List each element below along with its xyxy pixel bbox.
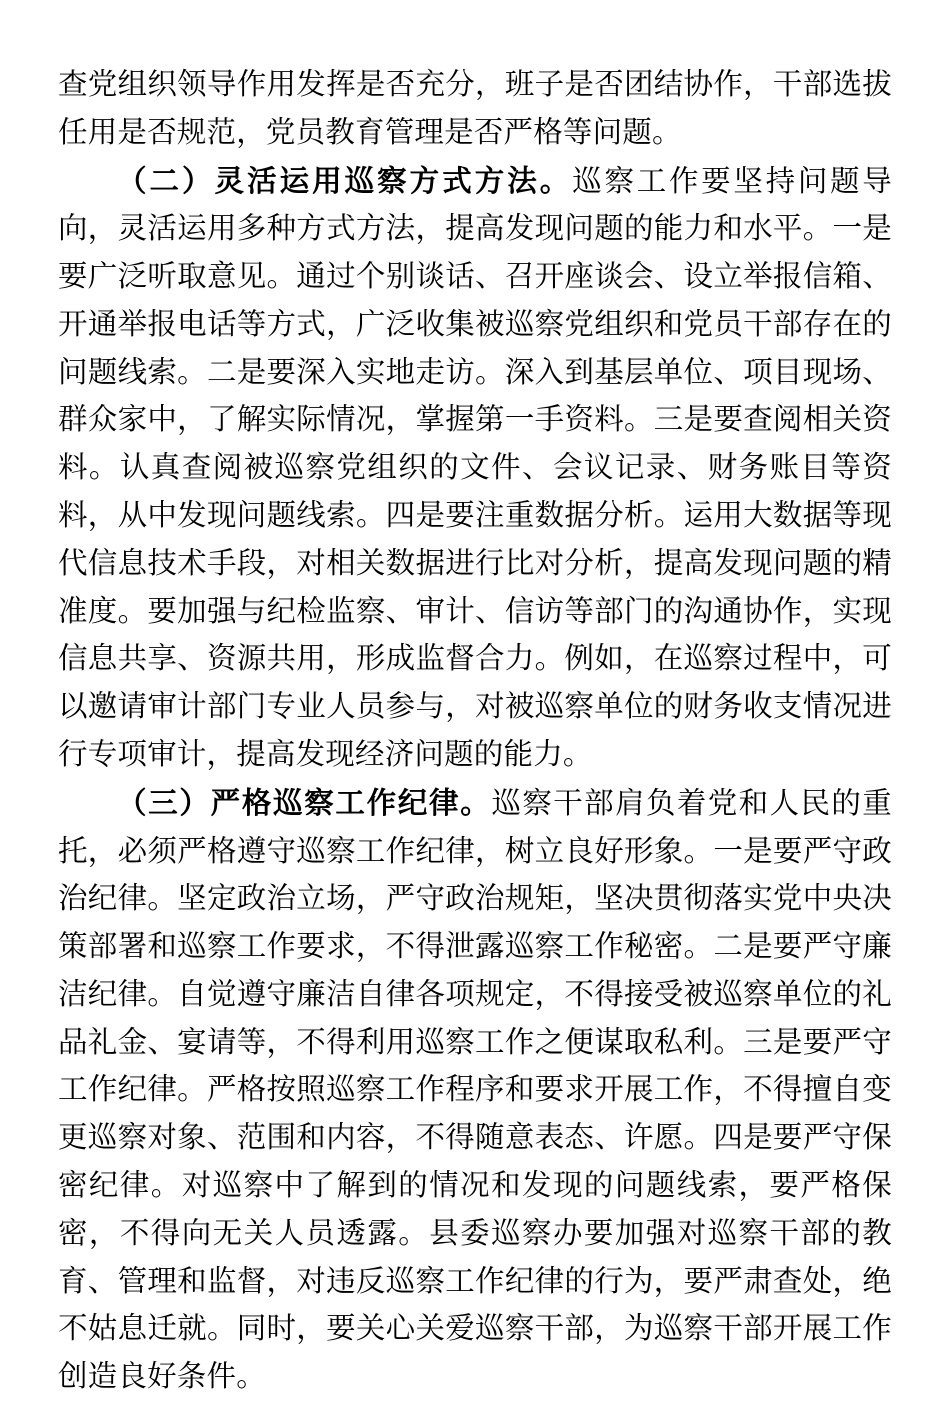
paragraph-text: 巡察工作要坚持问题导向，灵活运用多种方式方法，提高发现问题的能力和水平。一是要广泛听取意见。通过个别谈话、召开座谈会、设立举报信箱、开通举报电话等方式，广泛收集被巡察党组织和党员干部存在的问题线索。二是要深入实地走访。深入到基层单位、项目现场、群众家中，了解实际情况，掌握第一手资料。三是要查阅相关资料。认真查阅被巡察党组织的文件、会议记录、财务账目等资料，从中发现问题线索。四是要注重数据分析。运用大数据等现代信息技术手段，对相关数据进行比对分析，提高发现问题的精准度。要加强与纪检监察、审计、信访等部门的沟通协作，实现信息共享、资源共用，形成监督合力。例如，在巡察过程中，可以邀请审计部门专业人员参与，对被巡察单位的财务收支情况进行专项审计，提高发现经济问题的能力。 xyxy=(58,165,892,771)
paragraph-continuation xyxy=(58,62,892,158)
section-heading-three: （三）严格巡察工作纪律。 xyxy=(117,785,492,820)
paragraph-section-three xyxy=(58,780,892,1402)
paragraph-section-two xyxy=(58,158,892,780)
paragraph-text: 查党组织领导作用发挥是否充分，班子是否团结协作，干部选拔任用是否规范，党员教育管理是否严格等问题。 xyxy=(58,69,892,149)
section-heading-two: （二）灵活运用巡察方式方法。 xyxy=(117,163,573,198)
paragraph-text: 巡察干部肩负着党和人民的重托，必须严格遵守巡察工作纪律，树立良好形象。一是要严守政治纪律。坚定政治立场，严守政治规矩，坚决贯彻落实党中央决策部署和巡察工作要求，不得泄露巡察工作秘密。二是要严守廉洁纪律。自觉遵守廉洁自律各项规定，不得接受被巡察单位的礼品礼金、宴请等，不得利用巡察工作之便谋取私利。三是要严守工作纪律。严格按照巡察工作程序和要求开展工作，不得擅自变更巡察对象、范围和内容，不得随意表态、许愿。四是要严守保密纪律。对巡察中了解到的情况和发现的问题线索，要严格保密，不得向无关人员透露。县委巡察办要加强对巡察干部的教育、管理和监督，对违反巡察工作纪律的行为，要严肃查处，绝不姑息迁就。同时，要关心关爱巡察干部，为巡察干部开展工作创造良好条件。 xyxy=(58,787,892,1394)
document-body xyxy=(58,62,892,1402)
